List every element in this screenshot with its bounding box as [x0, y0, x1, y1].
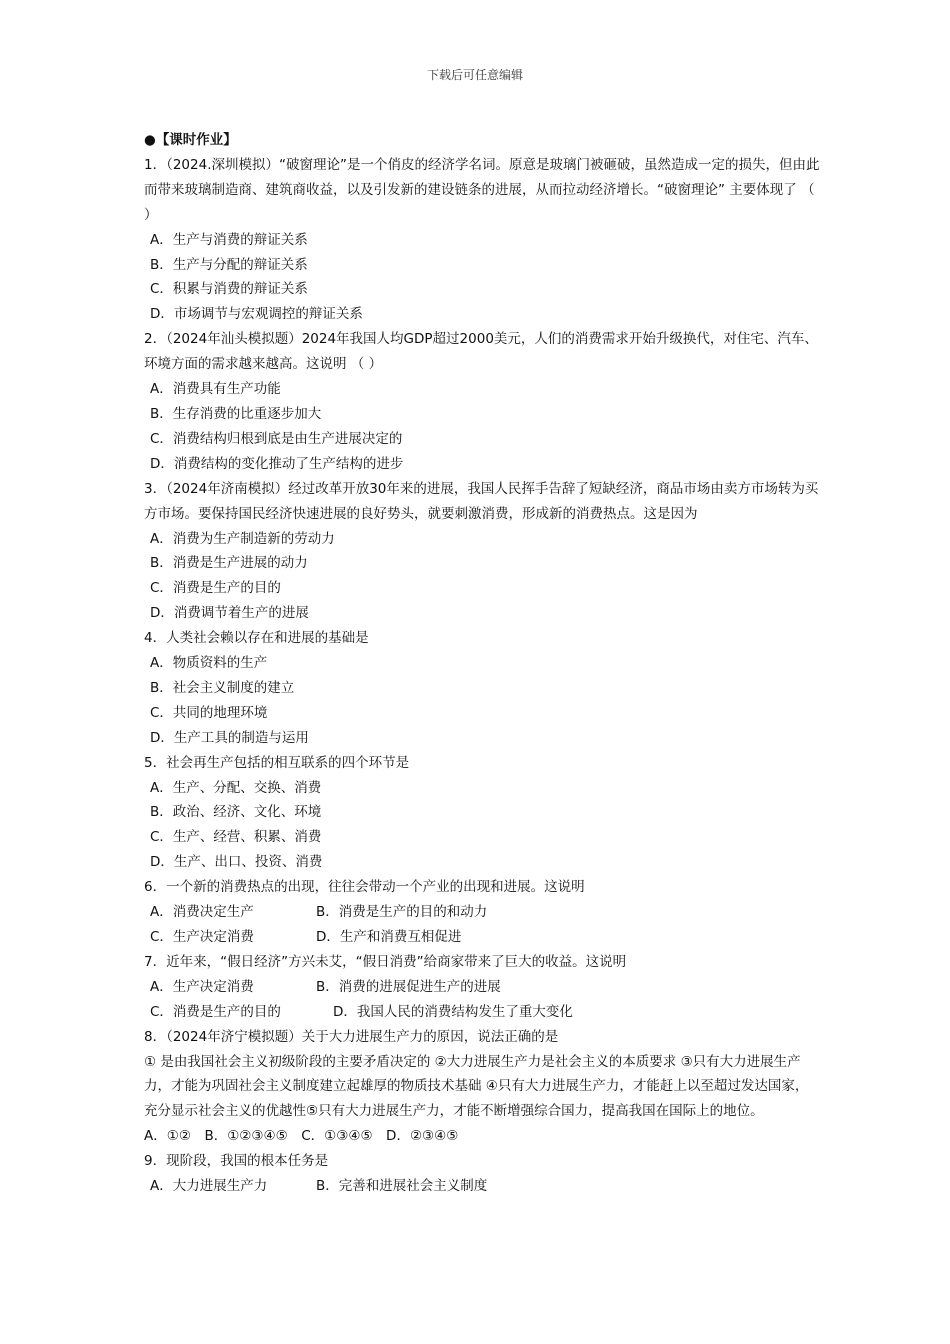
option-c: C．消费是生产的目的 [150, 1003, 281, 1020]
option-a: A．大力进展生产力 [150, 1178, 268, 1195]
option-b: B．生存消费的比重逐步加大 [150, 405, 322, 422]
answer-options: A．①② B．①②③④⑤ C．①③④⑤ D．②③④⑤ [144, 1128, 459, 1145]
option-a: A．生产与消费的辩证关系 [150, 231, 308, 248]
question-5 [144, 751, 820, 876]
question-6 [144, 875, 820, 950]
question-3 [144, 477, 820, 626]
option-row [144, 1174, 820, 1199]
question-stem: 8．（2024年济宁模拟题）关于大力进展生产力的原因，说法正确的是 [144, 1028, 559, 1045]
question-stem: 5．社会再生产包括的相互联系的四个环节是 [144, 754, 410, 771]
question-stem: 4．人类社会赖以存在和进展的基础是 [144, 630, 369, 647]
question-8 [144, 1025, 820, 1150]
question-stem: 2．（2024年汕头模拟题）2024年我国人均GDP超过2000美元，人们的消费需求开始升级换代，对住宅、汽车、环境方面的需求越来越高。这说明 （ ） [144, 331, 818, 373]
option-d: D．生产、出口、投资、消费 [150, 854, 323, 871]
option-c: C．生产决定消费 [150, 929, 254, 945]
option-b: B．消费的进展促进生产的进展 [316, 978, 501, 995]
option-a: A．生产决定消费 [150, 978, 254, 995]
option-b: B．生产与分配的辩证关系 [150, 256, 308, 273]
option-b: B．社会主义制度的建立 [150, 679, 295, 696]
option-row [144, 925, 820, 950]
question-stem: 7．近年来，“假日经济”方兴未艾，“假日消费”给商家带来了巨大的收益。这说明 [144, 953, 627, 970]
question-stem: 6．一个新的消费热点的出现，往往会带动一个产业的出现和进展。这说明 [144, 879, 585, 896]
section-title: ●【课时作业】 [144, 132, 237, 148]
option-a: A．消费具有生产功能 [150, 381, 281, 398]
option-b: B．消费是生产进展的动力 [150, 555, 308, 572]
option-d: D．生产工具的制造与运用 [150, 729, 309, 746]
option-c: C．共同的地理环境 [150, 704, 268, 721]
option-b: B．政治、经济、文化、环境 [150, 804, 322, 821]
option-row [144, 900, 820, 925]
question-stem: 1．（2024.深圳模拟）“破窗理论”是一个俏皮的经济学名词。原意是玻璃门被砸破，虽然造成一定的损失，但由此而带来玻璃制造商、建筑商收益，以及引发新的建设链条的进展，从而拉动经济增长。“破窗理论” 主要体现了 （ ） [144, 156, 820, 223]
question-4 [144, 626, 820, 751]
option-a: A．生产、分配、交换、消费 [150, 779, 322, 796]
option-c: C．生产、经营、积累、消费 [150, 829, 322, 846]
option-a: A．消费决定生产 [150, 904, 254, 921]
option-d: D．生产和消费互相促进 [316, 929, 462, 945]
option-c: C．消费结构归根到底是由生产进展决定的 [150, 430, 403, 447]
question-1 [144, 153, 820, 327]
option-d: D．消费结构的变化推动了生产结构的进步 [150, 455, 404, 472]
question-9 [144, 1149, 820, 1199]
option-row [144, 975, 820, 1000]
question-2 [144, 327, 820, 476]
option-c: C．消费是生产的目的 [150, 580, 281, 597]
option-b: B．消费是生产的目的和动力 [316, 904, 488, 921]
page-header: 下载后可任意编辑 [426, 68, 523, 82]
option-a: A．物质资料的生产 [150, 655, 268, 672]
question-7 [144, 950, 820, 1025]
option-d: D．市场调节与宏观调控的辩证关系 [150, 306, 363, 323]
option-c: C．积累与消费的辩证关系 [150, 281, 308, 298]
option-b: B．完善和进展社会主义制度 [316, 1178, 488, 1195]
option-a: A．消费为生产制造新的劳动力 [150, 530, 335, 547]
homework-section [144, 128, 820, 1199]
option-d: D．我国人民的消费结构发生了重大变化 [333, 1003, 573, 1020]
option-d: D．消费调节着生产的进展 [150, 605, 309, 622]
statement-list: ① 是由我国社会主义初级阶段的主要矛盾决定的 ②大力进展生产力是社会主义的本质要求 ③只有大力进展生产力，才能为巩固社会主义制度建立起雄厚的物质技术基础 ④只有大力进展生产力，才能赶上以至超过发达国家，充分显示社会主义的优越性⑤只有大力进展生产力，才能不断增强综合国力，提高我国在国际上的地位。 [144, 1053, 809, 1120]
option-row [144, 1000, 820, 1025]
question-stem: 3．（2024年济南模拟）经过改革开放30年来的进展，我国人民挥手告辞了短缺经济，商品市场由卖方市场转为买方市场。要保持国民经济快速进展的良好势头，就要刺激消费，形成新的消费热点。这是因为 [144, 480, 819, 522]
question-stem: 9．现阶段，我国的根本任务是 [144, 1153, 329, 1170]
